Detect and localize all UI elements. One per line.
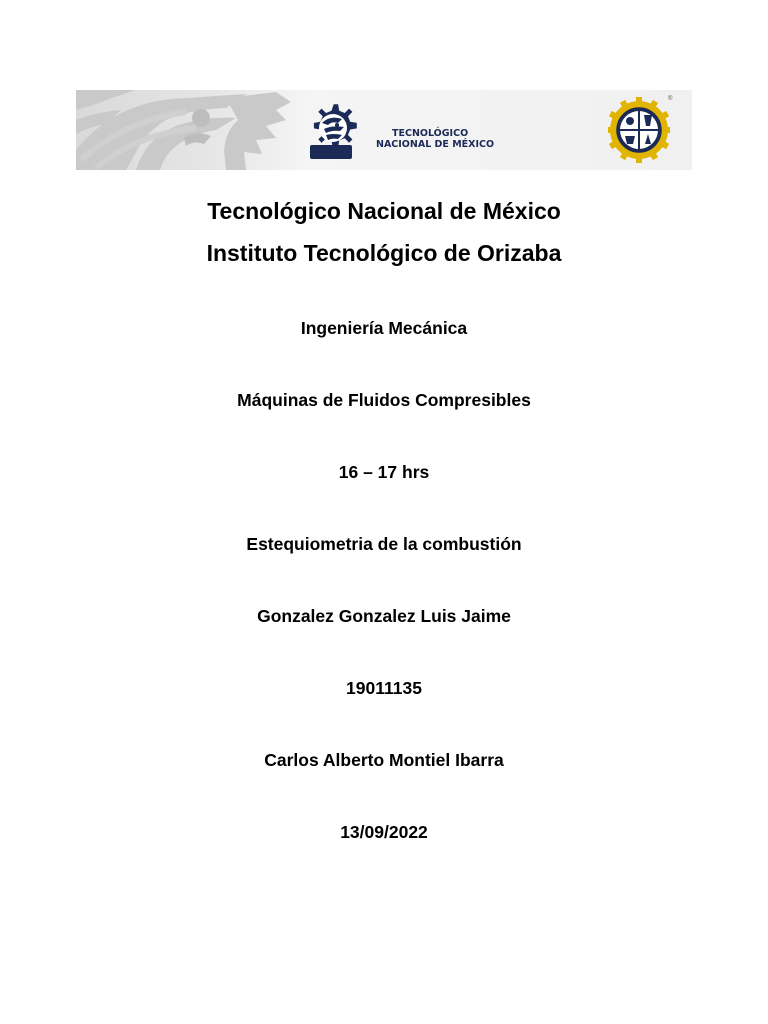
campus-title: Instituto Tecnológico de Orizaba <box>206 240 562 266</box>
topic-title: Estequiometria de la combustión <box>246 534 522 554</box>
registered-mark: ® <box>668 96 673 102</box>
tecnm-wordmark <box>376 128 494 150</box>
schedule-text: 16 – 17 hrs <box>338 462 430 482</box>
student-id: 19011135 <box>346 678 422 698</box>
ito-seal-icon <box>608 96 673 164</box>
teacher-name: Carlos Alberto Montiel Ibarra <box>264 750 504 770</box>
eagle-watermark-icon <box>76 90 306 170</box>
document-date: 13/09/2022 <box>340 822 428 842</box>
institution-title: Tecnológico Nacional de México <box>207 198 561 224</box>
subject-name: Máquinas de Fluidos Compresibles <box>237 390 531 410</box>
tecnm-wordmark-line1: TECNOLÓGICO <box>392 128 469 139</box>
career-name: Ingeniería Mecánica <box>300 318 468 338</box>
header-banner <box>76 90 692 170</box>
student-name: Gonzalez Gonzalez Luis Jaime <box>257 606 511 626</box>
tecnm-wordmark-line2: NACIONAL DE MÉXICO <box>376 139 495 150</box>
tecnm-gear-eagle-icon <box>304 95 358 165</box>
